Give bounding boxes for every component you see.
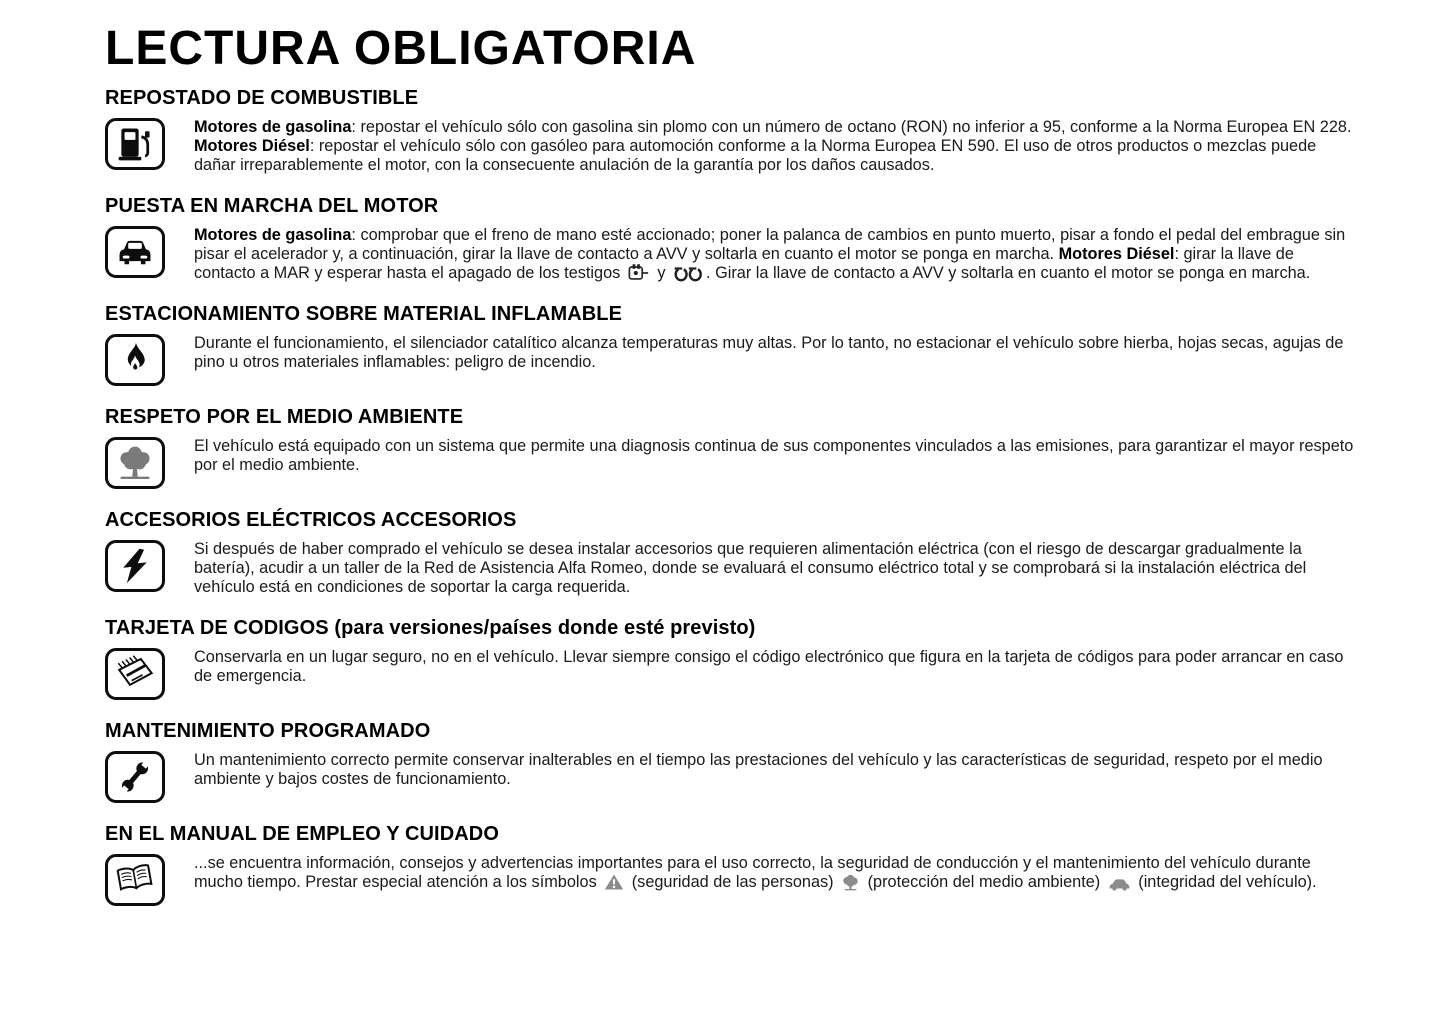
tree-glyph — [115, 444, 155, 482]
section-paragraph — [194, 751, 1354, 789]
text-run-bold: Motores Diésel — [1058, 244, 1175, 263]
text-run: (integridad del vehículo). — [1133, 872, 1317, 891]
fuel-pump-glyph — [115, 125, 155, 163]
tree-icon — [105, 437, 165, 489]
section-heading: PUESTA EN MARCHA DEL MOTOR — [105, 194, 439, 217]
text-run: El vehículo está equipado con un sistema que permite una diagnosis continua de sus componentes vinculados a las emisiones, para garantizar el mayor respeto por el medio ambiente. — [194, 437, 1354, 475]
text-run-bold: Motores Diésel — [194, 137, 310, 156]
text-run: . Girar la llave de contacto a AVV y soltarla en cuanto el motor se ponga en marcha. — [706, 264, 1311, 283]
section-heading: RESPETO POR EL MEDIO AMBIENTE — [105, 406, 464, 429]
open-book-glyph — [115, 861, 155, 899]
vehicle-integrity-icon — [1108, 877, 1131, 891]
lightning-bolt-glyph — [115, 547, 155, 585]
text-run: Conservarla en un lugar seguro, no en el vehículo. Llevar siempre consigo el código electrónico que figura en la tarjeta de códigos para poder arrancar en caso de emergencia. — [194, 647, 1344, 685]
section-paragraph — [194, 648, 1354, 686]
section-tarjeta-de-codigos — [105, 617, 1405, 700]
code-card-icon — [105, 648, 165, 700]
section-estacionamiento-material-inflamable — [105, 303, 1405, 386]
text-run-bold: Motores de gasolina — [194, 118, 352, 137]
car-icon — [105, 226, 165, 278]
text-run: Durante el funcionamiento, el silenciador catalítico alcanza temperaturas muy altas. Por lo tanto, no estacionar el vehículo sobre hierba, hojas secas, agujas de pino u otros materiales inflamables: peligro de incendio. — [194, 334, 1344, 372]
section-paragraph — [194, 854, 1354, 892]
flame-glyph — [115, 341, 155, 379]
section-heading: MANTENIMIENTO PROGRAMADO — [105, 719, 431, 742]
section-manual-empleo-cuidado — [105, 823, 1405, 906]
section-accesorios-electricos — [105, 509, 1405, 596]
text-run: y — [652, 264, 671, 283]
wrench-glyph — [115, 758, 155, 796]
section-respeto-medio-ambiente — [105, 406, 1405, 489]
section-heading: REPOSTADO DE COMBUSTIBLE — [105, 87, 419, 110]
glow-plug-warning-icon — [673, 265, 703, 282]
section-row — [105, 437, 1405, 489]
text-run: (seguridad de las personas) — [627, 872, 839, 891]
section-row — [105, 854, 1405, 906]
fuel-pump-icon — [105, 118, 165, 170]
text-run: : comprobar que el freno de mano esté accionado; poner la palanca de cambios en punto muerto, pisar a fondo el pedal del embrague sin pisar el acelerador y, a continuación, girar la llave de contacto a AVV y soltarla en cuanto el motor se ponga en marcha. — [194, 225, 1346, 263]
section-heading: ESTACIONAMIENTO SOBRE MATERIAL INFLAMABLE — [105, 303, 623, 326]
section-repostado-de-combustible — [105, 87, 1405, 174]
section-mantenimiento-programado — [105, 720, 1405, 803]
text-run: (protección del medio ambiente) — [863, 872, 1105, 891]
wrench-icon — [105, 751, 165, 803]
section-paragraph — [194, 226, 1354, 283]
section-paragraph — [194, 437, 1354, 475]
text-run: : girar la llave de contacto a MAR y esperar hasta el apagado de los testigos — [194, 244, 1294, 283]
text-run: Un mantenimiento correcto permite conservar inalterables en el tiempo las prestaciones del vehículo y las características de seguridad, respeto por el medio ambiente y bajos costes de funcionamiento. — [194, 750, 1323, 788]
section-paragraph — [194, 118, 1354, 174]
section-paragraph — [194, 540, 1354, 596]
code-card-glyph — [115, 655, 155, 693]
section-heading: EN EL MANUAL DE EMPLEO Y CUIDADO — [105, 822, 499, 845]
section-heading: TARJETA DE CODIGOS (para versiones/países donde esté previsto) — [105, 616, 756, 639]
lightning-bolt-icon — [105, 540, 165, 592]
flame-icon — [105, 334, 165, 386]
section-paragraph — [194, 334, 1354, 372]
section-row — [105, 751, 1405, 803]
injection-system-warning-icon — [628, 263, 650, 282]
section-heading: ACCESORIOS ELÉCTRICOS ACCESORIOS — [105, 509, 517, 532]
section-row — [105, 334, 1405, 386]
text-run-bold: Motores de gasolina — [194, 225, 352, 244]
section-puesta-en-marcha-del-motor — [105, 195, 1405, 283]
page-title: LECTURA OBLIGATORIA — [105, 22, 697, 75]
section-row — [105, 540, 1405, 596]
section-row — [105, 226, 1405, 283]
car-glyph — [115, 233, 155, 271]
text-run: : repostar el vehículo sólo con gasolina sin plomo con un número de octano (RON) no inferior a 95, conforme a la Norma Europea EN 228. — [351, 118, 1352, 137]
environment-protection-icon — [841, 874, 860, 891]
warning-triangle-icon — [604, 873, 624, 891]
open-book-icon — [105, 854, 165, 906]
text-run: Si después de haber comprado el vehículo se desea instalar accesorios que requieren alimentación eléctrica (con el riesgo de descargar gradualmente la batería), acudir a un taller de la Red de Asistencia Alfa Romeo, donde se evaluará el consumo eléctrico total y se comprobará si la instalación eléctrica del vehículo está en condiciones de soportar la carga requerida. — [194, 540, 1307, 596]
section-row — [105, 118, 1405, 174]
section-row — [105, 648, 1405, 700]
text-run: ...se encuentra información, consejos y advertencias importantes para el uso correcto, la seguridad de conducción y el mantenimiento del vehículo durante mucho tiempo. Prestar especial atención a los símbolos — [194, 853, 1311, 891]
text-run: : repostar el vehículo sólo con gasóleo para automoción conforme a la Norma Europea EN 590. El uso de otros productos o mezclas puede dañar irreparablemente el motor, con la consecuente anulación de la garantía por los daños causados. — [194, 137, 1317, 175]
